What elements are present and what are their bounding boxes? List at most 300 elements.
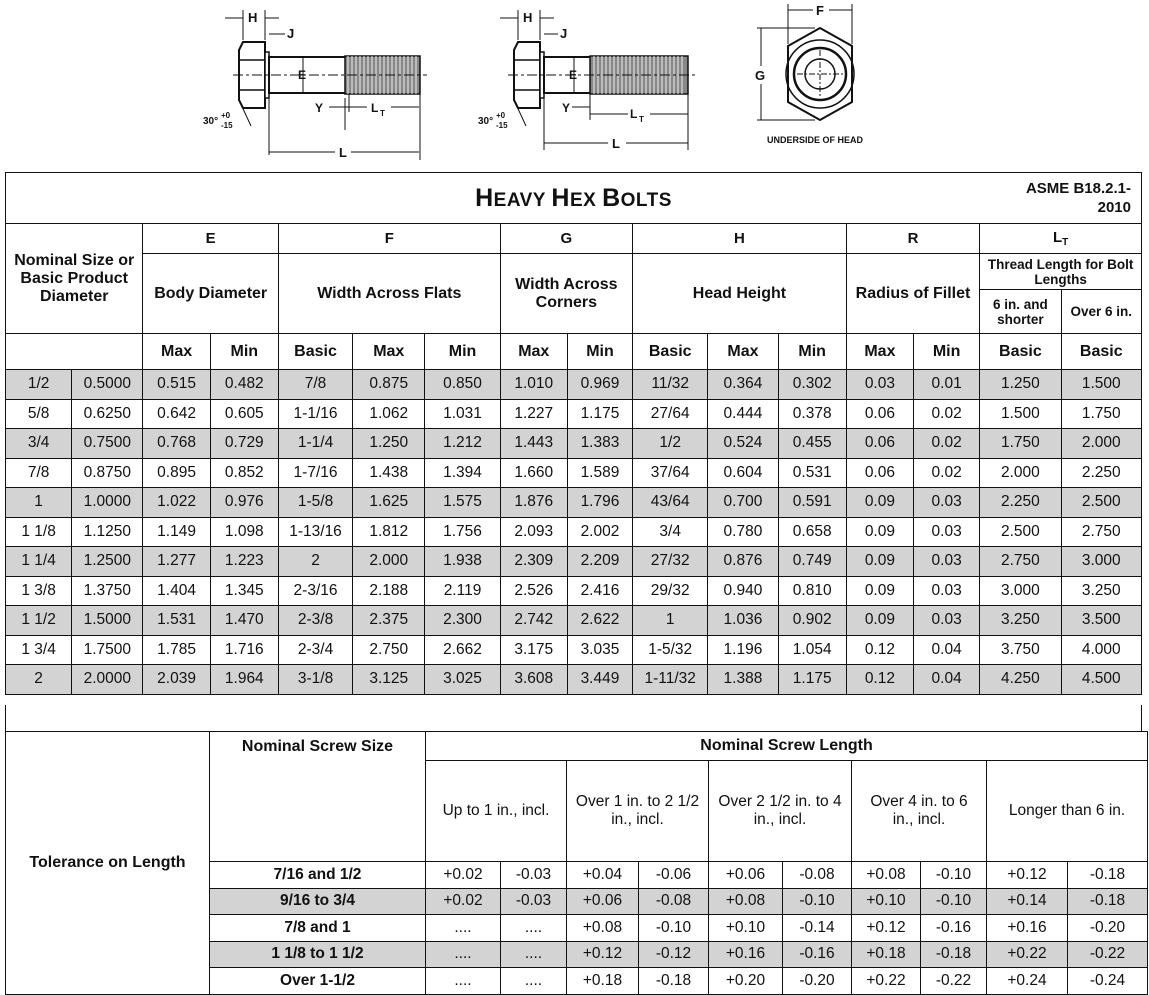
radius-of-fillet-header: Radius of Fillet bbox=[846, 254, 979, 334]
table-cell: 1.036 bbox=[708, 606, 778, 636]
svg-text:J: J bbox=[287, 26, 295, 41]
table-cell: 1.175 bbox=[778, 665, 846, 695]
table-cell: 0.12 bbox=[846, 665, 913, 695]
table-cell: 0.902 bbox=[778, 606, 846, 636]
table-cell: 0.729 bbox=[210, 429, 278, 459]
table-cell: 0.531 bbox=[778, 458, 846, 488]
table-cell: 0.780 bbox=[708, 517, 778, 547]
table-cell: 2.209 bbox=[567, 547, 632, 577]
table-cell: 5/8 bbox=[6, 399, 72, 429]
table-cell: 1.750 bbox=[980, 429, 1061, 459]
tolerance-cell: .... bbox=[501, 941, 567, 968]
thread-length-header: Thread Length for Bolt Lengths bbox=[980, 254, 1142, 290]
table-cell: 2.188 bbox=[353, 576, 425, 606]
table-cell: 1.022 bbox=[143, 488, 210, 518]
table-cell: 1.1250 bbox=[72, 517, 143, 547]
table-cell: 0.01 bbox=[914, 370, 980, 400]
tolerance-cell: +0.12 bbox=[852, 915, 921, 942]
tolerance-cell: -0.18 bbox=[1068, 888, 1148, 915]
screw-size-cell: Over 1-1/2 bbox=[210, 968, 426, 995]
screw-size-cell: 7/8 and 1 bbox=[210, 915, 426, 942]
table-cell: 1.531 bbox=[143, 606, 210, 636]
table-cell: 2.039 bbox=[143, 665, 210, 695]
table-row bbox=[6, 488, 1142, 518]
table-row bbox=[6, 429, 1142, 459]
nominal-screw-length-header: Nominal Screw Length bbox=[426, 732, 1148, 761]
svg-text:30°: 30° bbox=[478, 116, 494, 127]
col-letter-e: E bbox=[143, 224, 278, 254]
table-cell: 1.660 bbox=[500, 458, 567, 488]
table-cell: 0.8750 bbox=[72, 458, 143, 488]
table-cell: 3.025 bbox=[425, 665, 500, 695]
table-cell: 0.04 bbox=[914, 665, 980, 695]
tolerance-cell: +0.16 bbox=[987, 915, 1068, 942]
tolerance-cell: +0.02 bbox=[426, 862, 501, 889]
svg-text:30°: 30° bbox=[203, 116, 219, 127]
table-cell: 3.175 bbox=[500, 635, 567, 665]
table-row bbox=[6, 547, 1142, 577]
table-cell: 0.302 bbox=[778, 370, 846, 400]
table-cell: 4.250 bbox=[980, 665, 1061, 695]
table-cell: 1.010 bbox=[500, 370, 567, 400]
table-cell: 0.658 bbox=[778, 517, 846, 547]
tolerance-cell: -0.03 bbox=[501, 862, 567, 889]
subheader-cell: Min bbox=[210, 334, 278, 370]
table-cell: 1.404 bbox=[143, 576, 210, 606]
tolerance-cell: -0.24 bbox=[1068, 968, 1148, 995]
table-cell: 1 1/2 bbox=[6, 606, 72, 636]
svg-text:L: L bbox=[371, 101, 379, 115]
tolerance-cell: +0.06 bbox=[709, 862, 783, 889]
col-letter-lt: $L_T$ bbox=[980, 224, 1142, 254]
table-cell: 1-1/4 bbox=[278, 429, 352, 459]
table-cell: 1 3/8 bbox=[6, 576, 72, 606]
table-cell: 0.09 bbox=[846, 517, 913, 547]
svg-text:E: E bbox=[298, 68, 307, 82]
table-cell: 1.716 bbox=[210, 635, 278, 665]
table-cell: 1 bbox=[633, 606, 708, 636]
table-cell: 1-13/16 bbox=[278, 517, 352, 547]
svg-text:+0: +0 bbox=[496, 111, 506, 120]
table-cell: 1.7500 bbox=[72, 635, 143, 665]
tolerance-cell: +0.14 bbox=[987, 888, 1068, 915]
tolerance-cell: -0.12 bbox=[639, 941, 709, 968]
table-cell: 1.575 bbox=[425, 488, 500, 518]
table-row bbox=[6, 370, 1142, 400]
tolerance-cell: +0.12 bbox=[987, 862, 1068, 889]
table-cell: 0.850 bbox=[425, 370, 500, 400]
table-cell: 2.300 bbox=[425, 606, 500, 636]
table-cell: 1.223 bbox=[210, 547, 278, 577]
tolerance-body bbox=[6, 732, 1148, 995]
table-cell: 2.093 bbox=[500, 517, 567, 547]
width-across-flats-header: Width Across Flats bbox=[278, 254, 500, 334]
tolerance-cell: -0.22 bbox=[1068, 941, 1148, 968]
table-cell: 1.938 bbox=[425, 547, 500, 577]
table-cell: 3.000 bbox=[1061, 547, 1142, 577]
table-cell: 0.444 bbox=[708, 399, 778, 429]
svg-text:G: G bbox=[755, 68, 766, 83]
tolerance-cell: +0.04 bbox=[567, 862, 639, 889]
table-cell: 1.227 bbox=[500, 399, 567, 429]
subheader-cell: Max bbox=[353, 334, 425, 370]
table-cell: 27/64 bbox=[633, 399, 708, 429]
table-cell: 1.3750 bbox=[72, 576, 143, 606]
table-cell: 0.749 bbox=[778, 547, 846, 577]
table-cell: 3-1/8 bbox=[278, 665, 352, 695]
table-cell: 4.500 bbox=[1061, 665, 1142, 695]
table-cell: 0.04 bbox=[914, 635, 980, 665]
table-cell: 11/32 bbox=[633, 370, 708, 400]
table-cell: 1.0000 bbox=[72, 488, 143, 518]
table-cell: 7/8 bbox=[278, 370, 352, 400]
table-cell: 1.212 bbox=[425, 429, 500, 459]
table-cell: 0.03 bbox=[914, 517, 980, 547]
nominal-screw-size-header: Nominal Screw Size bbox=[210, 732, 426, 862]
table-cell: 2.416 bbox=[567, 576, 632, 606]
table-cell: 1.062 bbox=[353, 399, 425, 429]
table-cell: 3.608 bbox=[500, 665, 567, 695]
table-cell: 0.876 bbox=[708, 547, 778, 577]
table-cell: 0.524 bbox=[708, 429, 778, 459]
svg-text:H: H bbox=[248, 10, 258, 25]
tolerance-cell: -0.03 bbox=[501, 888, 567, 915]
table-cell: 0.02 bbox=[914, 399, 980, 429]
length-range-header: Longer than 6 in. bbox=[987, 761, 1148, 862]
tolerance-cell: +0.12 bbox=[567, 941, 639, 968]
svg-text:L: L bbox=[339, 145, 347, 160]
table-cell: 1.964 bbox=[210, 665, 278, 695]
svg-text:-15: -15 bbox=[496, 121, 508, 130]
table-cell: 1-11/32 bbox=[633, 665, 708, 695]
length-range-header: Up to 1 in., incl. bbox=[426, 761, 567, 862]
tolerance-cell: .... bbox=[426, 915, 501, 942]
table-cell: 0.852 bbox=[210, 458, 278, 488]
table-cell: 2.309 bbox=[500, 547, 567, 577]
tolerance-cell: +0.10 bbox=[709, 915, 783, 942]
table-cell: 2.119 bbox=[425, 576, 500, 606]
table-cell: 3.000 bbox=[980, 576, 1061, 606]
table-cell: 1.589 bbox=[567, 458, 632, 488]
table-cell: 1.250 bbox=[353, 429, 425, 459]
table-cell: 1.031 bbox=[425, 399, 500, 429]
tolerance-cell: -0.20 bbox=[783, 968, 852, 995]
length-range-header: Over 2 1/2 in. to 4 in., incl. bbox=[709, 761, 852, 862]
tolerance-cell: -0.16 bbox=[783, 941, 852, 968]
tolerance-label: Tolerance on Length bbox=[6, 732, 210, 995]
table-cell: 1.876 bbox=[500, 488, 567, 518]
table-cell: 0.03 bbox=[914, 576, 980, 606]
table-cell: 0.969 bbox=[567, 370, 632, 400]
table-cell: 0.06 bbox=[846, 399, 913, 429]
drawings bbox=[0, 0, 1149, 168]
bolt-side-view-2 bbox=[470, 0, 750, 168]
table-cell: 2.000 bbox=[980, 458, 1061, 488]
table-cell: 1.388 bbox=[708, 665, 778, 695]
table-cell: 1.443 bbox=[500, 429, 567, 459]
table-cell: 1.625 bbox=[353, 488, 425, 518]
subheader-cell: Basic bbox=[980, 334, 1061, 370]
table-cell: 1 3/4 bbox=[6, 635, 72, 665]
table-cell: 2.500 bbox=[1061, 488, 1142, 518]
table-cell: 2.750 bbox=[1061, 517, 1142, 547]
table-cell: 1.250 bbox=[980, 370, 1061, 400]
table-cell: 2-3/16 bbox=[278, 576, 352, 606]
table-cell: 2.750 bbox=[353, 635, 425, 665]
table-cell: 1.796 bbox=[567, 488, 632, 518]
table-cell: 0.12 bbox=[846, 635, 913, 665]
table-row bbox=[6, 399, 1142, 429]
tolerance-cell: -0.18 bbox=[921, 941, 987, 968]
table-cell: 0.515 bbox=[143, 370, 210, 400]
table-row bbox=[6, 665, 1142, 695]
table-cell: 2.526 bbox=[500, 576, 567, 606]
table-cell: 1-5/8 bbox=[278, 488, 352, 518]
screw-size-cell: 7/16 and 1/2 bbox=[210, 862, 426, 889]
svg-text:Y: Y bbox=[562, 101, 571, 115]
table-cell: 1.383 bbox=[567, 429, 632, 459]
tolerance-cell: +0.18 bbox=[567, 968, 639, 995]
table-cell: 1.098 bbox=[210, 517, 278, 547]
subheader-cell: Max bbox=[708, 334, 778, 370]
tolerance-cell: .... bbox=[426, 941, 501, 968]
table-cell: 0.605 bbox=[210, 399, 278, 429]
table-cell: 1.5000 bbox=[72, 606, 143, 636]
length-range-header: Over 4 in. to 6 in., incl. bbox=[852, 761, 987, 862]
table-cell: 3/4 bbox=[6, 429, 72, 459]
table-cell: 0.642 bbox=[143, 399, 210, 429]
table-cell: 1.756 bbox=[425, 517, 500, 547]
table-cell: 1.196 bbox=[708, 635, 778, 665]
blank-subheader bbox=[6, 334, 143, 370]
svg-text:T: T bbox=[639, 115, 644, 124]
tolerance-cell: -0.08 bbox=[783, 862, 852, 889]
body-diameter-header: Body Diameter bbox=[143, 254, 278, 334]
table-cell: 3.250 bbox=[980, 606, 1061, 636]
tolerance-cell: +0.16 bbox=[709, 941, 783, 968]
svg-text:+0: +0 bbox=[221, 111, 231, 120]
tolerance-table bbox=[5, 731, 1148, 995]
tolerance-cell: -0.16 bbox=[921, 915, 987, 942]
table-cell: 0.09 bbox=[846, 488, 913, 518]
col-letter-g: G bbox=[500, 224, 632, 254]
table-cell: 0.06 bbox=[846, 429, 913, 459]
svg-text:-15: -15 bbox=[221, 121, 233, 130]
table-cell: 2.250 bbox=[1061, 458, 1142, 488]
table-row bbox=[6, 635, 1142, 665]
table-cell: 1.750 bbox=[1061, 399, 1142, 429]
tolerance-cell: +0.10 bbox=[852, 888, 921, 915]
subheader-cell: Min bbox=[914, 334, 980, 370]
col-letter-h: H bbox=[633, 224, 847, 254]
table-cell: 1 bbox=[6, 488, 72, 518]
tolerance-cell: +0.22 bbox=[987, 941, 1068, 968]
length-range-header: Over 1 in. to 2 1/2 in., incl. bbox=[567, 761, 709, 862]
svg-text:F: F bbox=[816, 3, 824, 18]
subheader-cell: Min bbox=[778, 334, 846, 370]
table-title-cell bbox=[6, 173, 1142, 224]
table-cell: 3.035 bbox=[567, 635, 632, 665]
table-cell: 2 bbox=[278, 547, 352, 577]
tolerance-cell: .... bbox=[501, 915, 567, 942]
table-cell: 0.364 bbox=[708, 370, 778, 400]
table-cell: 1.149 bbox=[143, 517, 210, 547]
table-cell: 43/64 bbox=[633, 488, 708, 518]
table-cell: 0.482 bbox=[210, 370, 278, 400]
table-cell: 4.000 bbox=[1061, 635, 1142, 665]
table-cell: 1.054 bbox=[778, 635, 846, 665]
table-cell: 1.2500 bbox=[72, 547, 143, 577]
table-cell: 37/64 bbox=[633, 458, 708, 488]
subheader-cell: Basic bbox=[1061, 334, 1142, 370]
table-cell: 29/32 bbox=[633, 576, 708, 606]
table-cell: 1.394 bbox=[425, 458, 500, 488]
table-cell: 1.785 bbox=[143, 635, 210, 665]
svg-text:E: E bbox=[569, 68, 578, 82]
table-cell: 0.06 bbox=[846, 458, 913, 488]
table-cell: 1.470 bbox=[210, 606, 278, 636]
subheader-cell: Min bbox=[425, 334, 500, 370]
tolerance-cell: -0.10 bbox=[921, 888, 987, 915]
tolerance-cell: -0.10 bbox=[639, 915, 709, 942]
standard-reference: ASME B18.2.1- 2010 bbox=[1025, 180, 1131, 216]
table-cell: 0.810 bbox=[778, 576, 846, 606]
table-cell: 27/32 bbox=[633, 547, 708, 577]
subheader-cell: Min bbox=[567, 334, 632, 370]
svg-text:L: L bbox=[630, 107, 638, 121]
table-cell: 0.378 bbox=[778, 399, 846, 429]
table-cell: 2.742 bbox=[500, 606, 567, 636]
tolerance-cell: .... bbox=[501, 968, 567, 995]
svg-text:L: L bbox=[612, 136, 620, 151]
tolerance-cell: .... bbox=[426, 968, 501, 995]
table-row bbox=[6, 576, 1142, 606]
svg-text:T: T bbox=[380, 109, 385, 118]
table-cell: 0.6250 bbox=[72, 399, 143, 429]
table-cell: 0.604 bbox=[708, 458, 778, 488]
table-cell: 0.700 bbox=[708, 488, 778, 518]
subheader-cell: Basic bbox=[278, 334, 352, 370]
screw-size-cell: 1 1/8 to 1 1/2 bbox=[210, 941, 426, 968]
width-across-corners-header: Width Across Corners bbox=[500, 254, 632, 334]
table-cell: 0.03 bbox=[914, 547, 980, 577]
table-cell: 1.277 bbox=[143, 547, 210, 577]
table-cell: 1 1/8 bbox=[6, 517, 72, 547]
table-cell: 2.662 bbox=[425, 635, 500, 665]
table-cell: 1.345 bbox=[210, 576, 278, 606]
table-cell: 1.438 bbox=[353, 458, 425, 488]
table-cell: 1/2 bbox=[6, 370, 72, 400]
tolerance-cell: +0.24 bbox=[987, 968, 1068, 995]
col-letter-f: F bbox=[278, 224, 500, 254]
table-cell: 0.455 bbox=[778, 429, 846, 459]
table-cell: 1.500 bbox=[1061, 370, 1142, 400]
table-cell: 0.976 bbox=[210, 488, 278, 518]
table-cell: 0.5000 bbox=[72, 370, 143, 400]
table-cell: 2.500 bbox=[980, 517, 1061, 547]
spacer-band bbox=[5, 705, 1142, 731]
table-row bbox=[6, 458, 1142, 488]
svg-text:UNDERSIDE OF HEAD: UNDERSIDE OF HEAD bbox=[767, 135, 864, 145]
tolerance-cell: -0.08 bbox=[639, 888, 709, 915]
table-cell: 2.0000 bbox=[72, 665, 143, 695]
tolerance-cell: +0.08 bbox=[852, 862, 921, 889]
table-cell: 0.03 bbox=[914, 606, 980, 636]
head-height-header: Head Height bbox=[633, 254, 847, 334]
svg-text:Y: Y bbox=[315, 101, 324, 115]
nominal-size-header: Nominal Size or Basic Product Diameter bbox=[6, 224, 143, 334]
table-cell: 7/8 bbox=[6, 458, 72, 488]
thread-6in-shorter-header: 6 in. and shorter bbox=[980, 290, 1061, 334]
tolerance-cell: +0.08 bbox=[709, 888, 783, 915]
subheader-cell: Max bbox=[500, 334, 567, 370]
table-cell: 0.02 bbox=[914, 458, 980, 488]
table-cell: 1-5/32 bbox=[633, 635, 708, 665]
table-cell: 3.250 bbox=[1061, 576, 1142, 606]
table-title: HEAVY HEX BOLTS bbox=[475, 183, 672, 212]
table-cell: 0.02 bbox=[914, 429, 980, 459]
table-cell: 1 1/4 bbox=[6, 547, 72, 577]
table-cell: 1-1/16 bbox=[278, 399, 352, 429]
table-cell: 0.875 bbox=[353, 370, 425, 400]
table-cell: 1.500 bbox=[980, 399, 1061, 429]
thread-over-6in-header: Over 6 in. bbox=[1061, 290, 1142, 334]
table-cell: 0.895 bbox=[143, 458, 210, 488]
table-cell: 1.175 bbox=[567, 399, 632, 429]
table-cell: 0.09 bbox=[846, 547, 913, 577]
table-cell: 2 bbox=[6, 665, 72, 695]
tolerance-cell: -0.10 bbox=[921, 862, 987, 889]
screw-size-cell: 9/16 to 3/4 bbox=[210, 888, 426, 915]
heavy-hex-bolts-table bbox=[5, 172, 1142, 695]
table-cell: 3.500 bbox=[1061, 606, 1142, 636]
table-cell: 0.940 bbox=[708, 576, 778, 606]
tolerance-cell: +0.06 bbox=[567, 888, 639, 915]
table-cell: 2.250 bbox=[980, 488, 1061, 518]
bolt-side-view-1 bbox=[195, 0, 475, 168]
subheader-cell: Max bbox=[846, 334, 913, 370]
table-cell: 2.622 bbox=[567, 606, 632, 636]
table-cell: 2.000 bbox=[353, 547, 425, 577]
tolerance-cell: -0.18 bbox=[1068, 862, 1148, 889]
tolerance-cell: -0.14 bbox=[783, 915, 852, 942]
tolerance-cell: -0.10 bbox=[783, 888, 852, 915]
tolerance-cell: +0.18 bbox=[852, 941, 921, 968]
table-cell: 2.750 bbox=[980, 547, 1061, 577]
subheader-cell: Max bbox=[143, 334, 210, 370]
tolerance-cell: +0.22 bbox=[852, 968, 921, 995]
table-cell: 3.125 bbox=[353, 665, 425, 695]
underside-of-head-view bbox=[745, 0, 905, 168]
table-cell: 3.449 bbox=[567, 665, 632, 695]
svg-text:J: J bbox=[560, 26, 568, 41]
table-cell: 3.750 bbox=[980, 635, 1061, 665]
tolerance-cell: +0.02 bbox=[426, 888, 501, 915]
table-cell: 1/2 bbox=[633, 429, 708, 459]
table-cell: 0.09 bbox=[846, 606, 913, 636]
table-cell: 0.7500 bbox=[72, 429, 143, 459]
tolerance-cell: -0.18 bbox=[639, 968, 709, 995]
table-cell: 1-7/16 bbox=[278, 458, 352, 488]
table-cell: 2.002 bbox=[567, 517, 632, 547]
table-body bbox=[6, 370, 1142, 695]
table-cell: 0.09 bbox=[846, 576, 913, 606]
table-row bbox=[6, 606, 1142, 636]
table-cell: 2.375 bbox=[353, 606, 425, 636]
subheader-cell: Basic bbox=[633, 334, 708, 370]
table-row bbox=[6, 517, 1142, 547]
table-cell: 1.812 bbox=[353, 517, 425, 547]
